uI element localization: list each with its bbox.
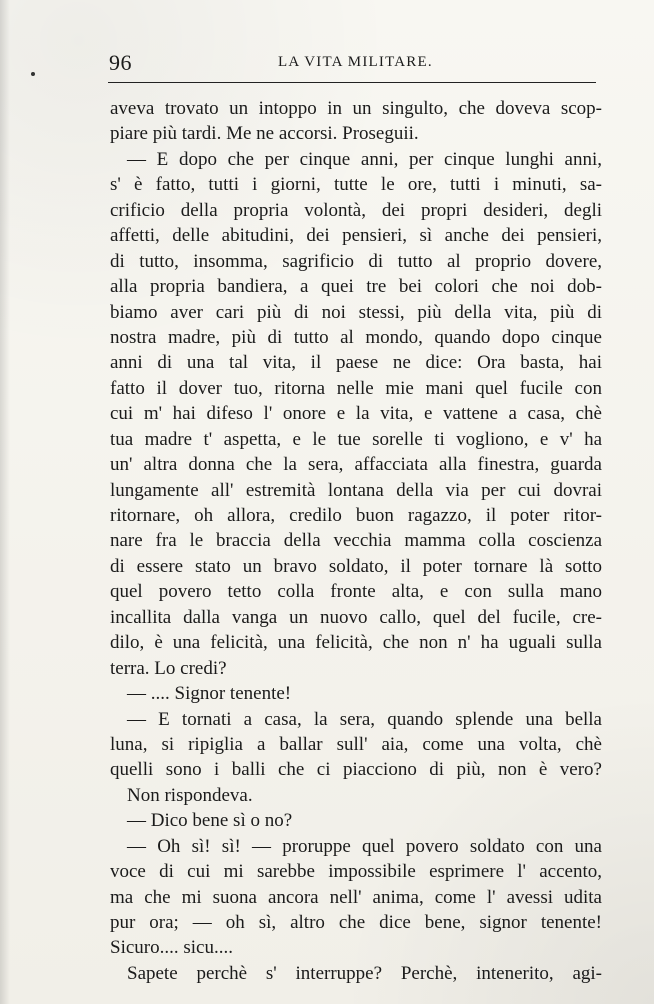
text-line: luna, si ripiglia a ballar sull' aia, come una volta, chè [110, 733, 602, 755]
page-number: 96 [109, 50, 132, 75]
text-line: s' è fatto, tutti i giorni, tutte le ore, tutti i minuti, sa- [110, 174, 602, 196]
text-line: cui m' hai difeso l' onore e la vita, e vattene a casa, chè [110, 403, 602, 425]
text-line: di tutto, insomma, sagrificio di tutto al proprio dovere, [110, 250, 602, 272]
running-title: LA VITA MILITARE. [278, 54, 433, 70]
text-line: alla propria bandiera, a quei tre bei colori che noi dob- [110, 276, 602, 298]
text-line: quelli sono i balli che ci piacciono di più, non è vero? [110, 759, 602, 781]
text-line: — E tornati a casa, la sera, quando splende una bella [127, 708, 602, 730]
text-line: pur ora; — oh sì, altro che dice bene, signor tenente! [110, 912, 602, 933]
text-line: — .... Signor tenente! [127, 683, 292, 705]
text-line: di essere stato un bravo soldato, il poter tornare là sotto [110, 555, 602, 577]
text-line: fatto il dover tuo, ritorna nelle mie mani quel fucile con [110, 377, 602, 399]
text-line: anni di una tal vita, il paese ne dice: Ora basta, hai [110, 352, 602, 374]
text-line: ma che mi suona ancora nell' anima, come l' avessi udita [110, 886, 602, 908]
text-line: — Oh sì! sì! — proruppe quel povero soldato con una [127, 835, 602, 857]
text-line: voce di cui mi sarebbe impossibile esprimere l' accento, [110, 861, 602, 883]
text-line: piare più tardi. Me ne accorsi. Proseguii. [110, 123, 419, 145]
text-line: Sicuro.... sicu.... [110, 937, 233, 959]
text-line: aveva trovato un intoppo in un singulto, che doveva scop- [110, 98, 602, 119]
text-line: quel povero tetto colla fronte alta, e con sulla mano [110, 581, 602, 603]
text-line: terra. Lo credi? [110, 657, 227, 679]
text-line: biamo aver cari più di noi stessi, più della vita, più di [110, 301, 602, 323]
text-line: — E dopo che per cinque anni, per cinque lunghi anni, [127, 148, 602, 170]
text-line: Non rispondeva. [127, 784, 253, 806]
text-line: — Dico bene sì o no? [127, 810, 293, 832]
text-line: incallita dalla vanga un nuovo callo, quel del fucile, cre- [110, 606, 602, 628]
text-line: dilo, è una felicità, una felicità, che non n' ha uguali sulla [110, 632, 602, 654]
header-rule [108, 82, 596, 83]
text-line: ritornare, oh allora, credilo buon ragazzo, il poter ritor- [110, 505, 602, 526]
text-line: affetti, delle abitudini, dei pensieri, sì anche dei pensieri, [110, 225, 602, 247]
page-edge-shadow [0, 0, 10, 1004]
text-line: crificio della propria volontà, dei propri desideri, degli [110, 199, 602, 221]
page-mark [31, 72, 35, 76]
text-line: nare fra le braccia della vecchia mamma colla coscienza [110, 530, 602, 552]
text-line: lungamente all' estremità lontana della via per cui dovrai [110, 479, 602, 501]
text-line: nostra madre, più di tutto al mondo, quando dopo cinque [110, 326, 602, 348]
text-line: un' altra donna che la sera, affacciata alla finestra, guarda [110, 454, 602, 476]
text-line: tua madre t' aspetta, e le tue sorelle ti vogliono, e v' ha [110, 428, 602, 450]
text-line: Sapete perchè s' interruppe? Perchè, intenerito, agi- [127, 962, 602, 984]
page-body [110, 96, 602, 986]
